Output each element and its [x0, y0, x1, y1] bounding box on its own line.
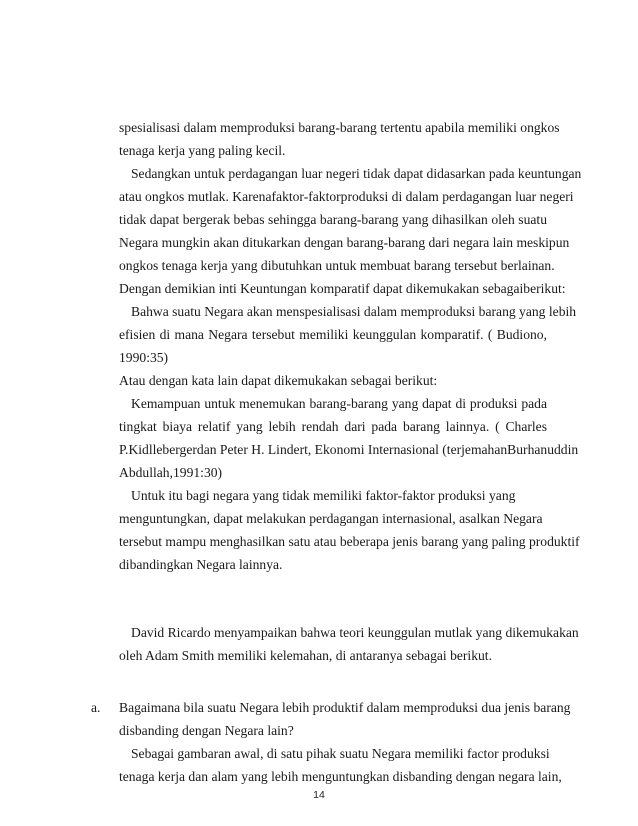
text-line: oleh Adam Smith memiliki kelemahan, di antaranya sebagai berikut. — [119, 648, 492, 663]
text-line: tingkat biaya relatif yang lebih rendah dari pada barang lainnya. ( Charles — [119, 419, 547, 434]
text-line: Bahwa suatu Negara akan menspesialisasi dalam memproduksi barang yang lebih — [131, 304, 577, 319]
text-line: 1990:35) — [119, 350, 169, 365]
text-line: tenaga kerja dan alam yang lebih menguntungkan disbanding dengan negara lain, — [119, 769, 562, 784]
page-number: 14 — [313, 789, 325, 801]
text-line: P.Kidllebergerdan Peter H. Lindert, Ekonomi Internasional (terjemahanBurhanuddin — [119, 442, 579, 457]
text-line: atau ongkos mutlak. Karenafaktor-faktorproduksi di dalam perdagangan luar negeri — [119, 189, 574, 204]
text-line: efisien di mana Negara tersebut memiliki keunggulan komparatif. ( Budiono, — [119, 327, 547, 342]
text-line: ongkos tenaga kerja yang dibutuhkan untuk membuat barang tersebut berlainan. — [119, 258, 555, 273]
text-line: Sedangkan untuk perdagangan luar negeri tidak dapat didasarkan pada keuntungan — [131, 166, 582, 181]
text-line: spesialisasi dalam memproduksi barang-barang tertentu apabila memiliki ongkos — [119, 120, 560, 135]
text-line: dibandingkan Negara lainnya. — [119, 557, 283, 572]
text-line: menguntungkan, dapat melakukan perdagangan internasional, asalkan Negara — [119, 511, 543, 526]
text-line: Abdullah,1991:30) — [119, 465, 223, 480]
text-line: Kemampuan untuk menemukan barang-barang yang dapat di produksi pada — [131, 396, 547, 411]
list-item — [91, 700, 571, 716]
text-line: Atau dengan kata lain dapat dikemukakan sebagai berikut: — [119, 373, 438, 388]
text-line: tenaga kerja yang paling kecil. — [119, 143, 286, 158]
list-item-text: Bagaimana bila suatu Negara lebih produktif dalam memproduksi dua jenis barang — [119, 700, 571, 715]
text-line: tersebut mampu menghasilkan satu atau beberapa jenis barang yang paling produktif — [119, 534, 580, 549]
text-line: Negara mungkin akan ditukarkan dengan barang-barang dari negara lain meskipun — [119, 235, 570, 250]
text-line: Untuk itu bagi negara yang tidak memiliki faktor-faktor produksi yang — [131, 488, 516, 503]
text-line: David Ricardo menyampaikan bahwa teori keunggulan mutlak yang dikemukakan — [131, 625, 579, 640]
list-marker: a. — [91, 700, 101, 715]
text-line: tidak dapat bergerak bebas sehingga barang-barang yang dihasilkan oleh suatu — [119, 212, 547, 227]
text-line: Sebagai gambaran awal, di satu pihak suatu Negara memiliki factor produksi — [131, 746, 550, 761]
text-line: Dengan demikian inti Keuntungan komparatif dapat dikemukakan sebagaiberikut: — [119, 281, 566, 296]
text-line: disbanding dengan Negara lain? — [119, 723, 294, 738]
